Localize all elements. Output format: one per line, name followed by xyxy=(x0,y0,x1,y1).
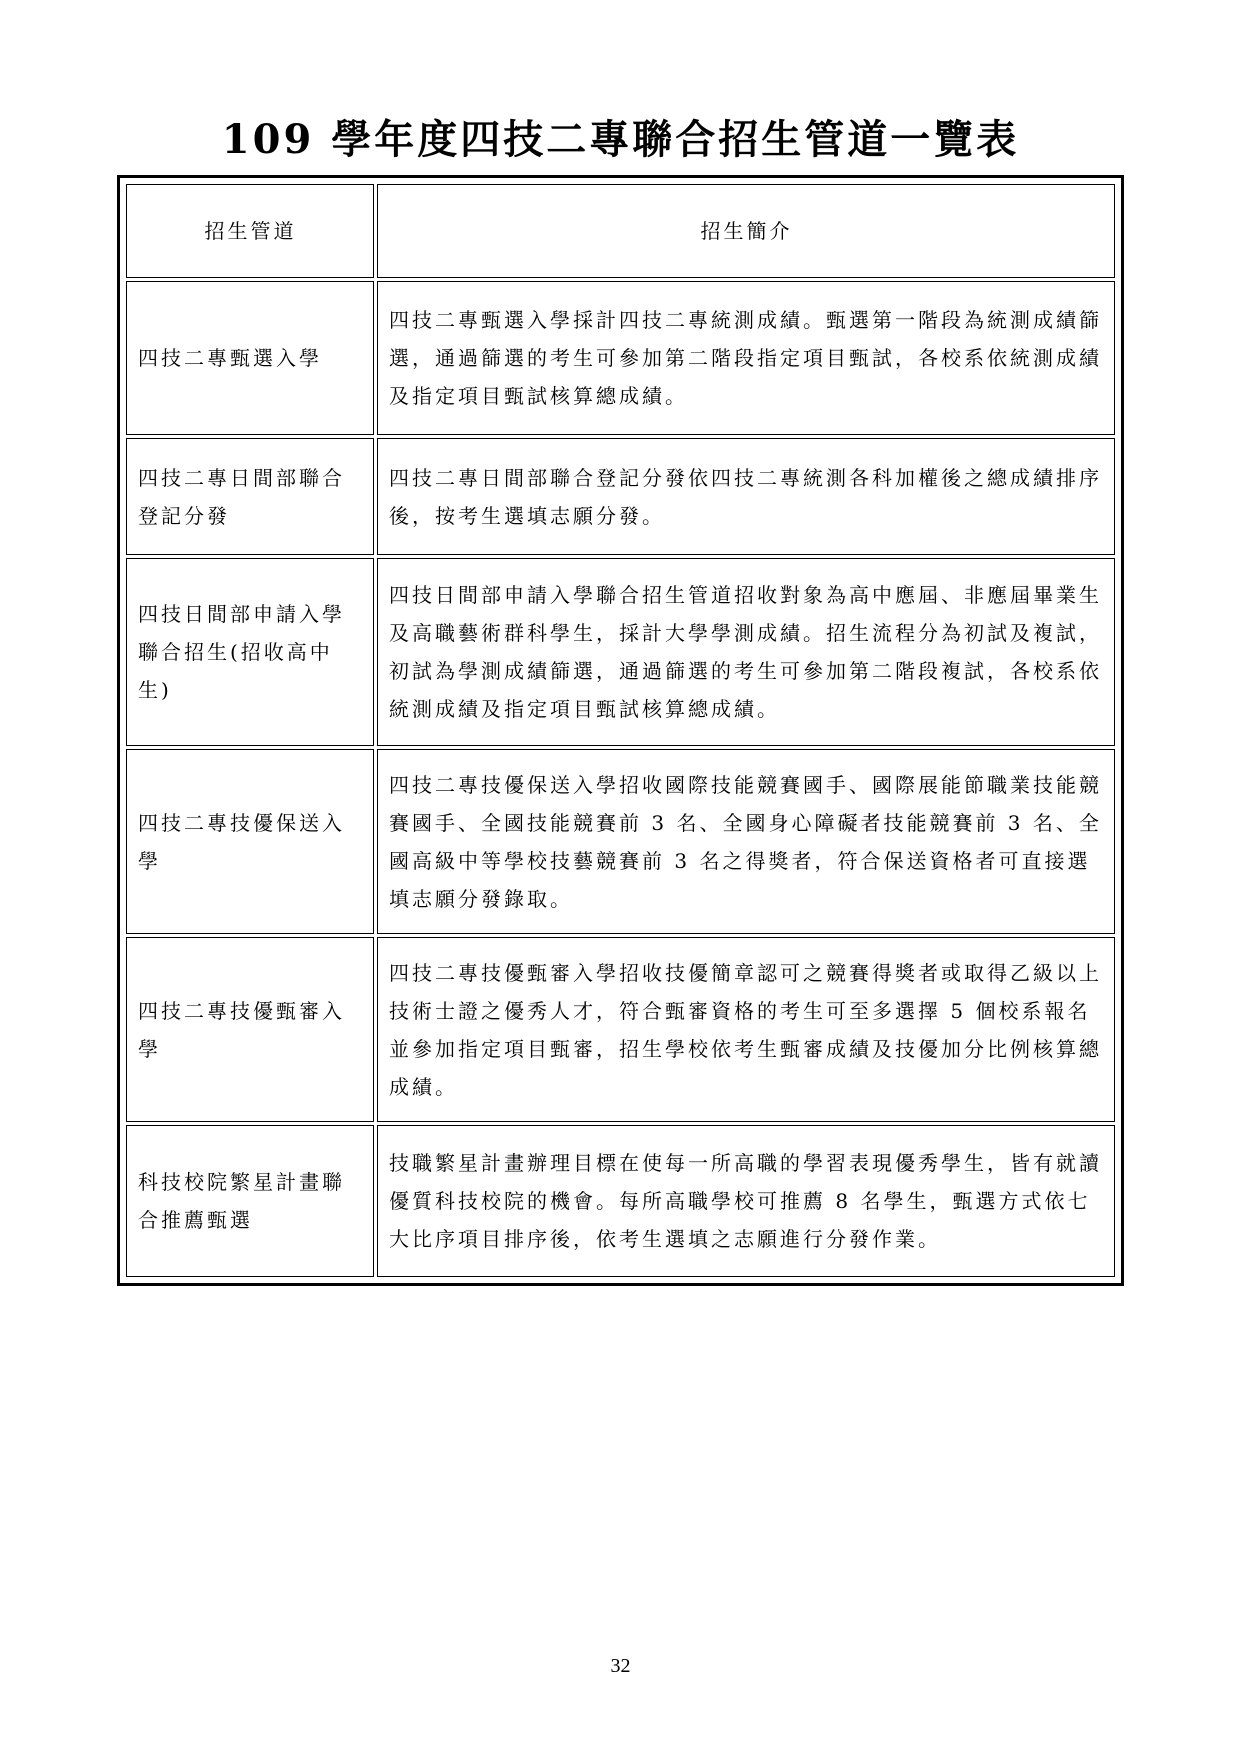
channel-cell: 科技校院繁星計畫聯合推薦甄選 xyxy=(126,1125,374,1277)
table-row xyxy=(126,438,1115,555)
channel-cell: 四技二專技優甄審入學 xyxy=(126,937,374,1122)
page-number: 32 xyxy=(610,1655,631,1677)
table-header-row xyxy=(126,184,1115,278)
channels-table-grid xyxy=(123,181,1118,1280)
description-cell: 四技二專技優甄審入學招收技優簡章認可之競賽得獎者或取得乙級以上技術士證之優秀人才，符合甄審資格的考生可至多選擇 5 個校系報名並參加指定項目甄審，招生學校依考生甄審成績及技優加分比例核算總成績。 xyxy=(377,937,1115,1122)
table-row xyxy=(126,281,1115,435)
header-channel: 招生管道 xyxy=(126,184,374,278)
admission-channels-table xyxy=(117,175,1124,1286)
table-row xyxy=(126,749,1115,934)
table-row xyxy=(126,558,1115,746)
channel-cell: 四技二專技優保送入學 xyxy=(126,749,374,934)
channel-cell: 四技二專甄選入學 xyxy=(126,281,374,435)
description-cell: 四技日間部申請入學聯合招生管道招收對象為高中應屆、非應屆畢業生及高職藝術群科學生，採計大學學測成績。招生流程分為初試及複試，初試為學測成績篩選，通過篩選的考生可參加第二階段複試，各校系依統測成績及指定項目甄試核算總成績。 xyxy=(377,558,1115,746)
table-row xyxy=(126,1125,1115,1277)
header-description: 招生簡介 xyxy=(377,184,1115,278)
description-cell: 技職繁星計畫辦理目標在使每一所高職的學習表現優秀學生，皆有就讀優質科技校院的機會。每所高職學校可推薦 8 名學生，甄選方式依七大比序項目排序後，依考生選填之志願進行分發作業。 xyxy=(377,1125,1115,1277)
table-row xyxy=(126,937,1115,1122)
channel-cell: 四技日間部申請入學聯合招生(招收高中生) xyxy=(126,558,374,746)
description-cell: 四技二專甄選入學採計四技二專統測成績。甄選第一階段為統測成績篩選，通過篩選的考生可參加第二階段指定項目甄試，各校系依統測成績及指定項目甄試核算總成績。 xyxy=(377,281,1115,435)
description-cell: 四技二專日間部聯合登記分發依四技二專統測各科加權後之總成績排序後，按考生選填志願分發。 xyxy=(377,438,1115,555)
page-title: 109 學年度四技二專聯合招生管道一覽表 xyxy=(221,116,1020,163)
description-cell: 四技二專技優保送入學招收國際技能競賽國手、國際展能節職業技能競賽國手、全國技能競賽前 3 名、全國身心障礙者技能競賽前 3 名、全國高級中等學校技藝競賽前 3 名之得獎者，符合保送資格者可直接選填志願分發錄取。 xyxy=(377,749,1115,934)
channel-cell: 四技二專日間部聯合登記分發 xyxy=(126,438,374,555)
